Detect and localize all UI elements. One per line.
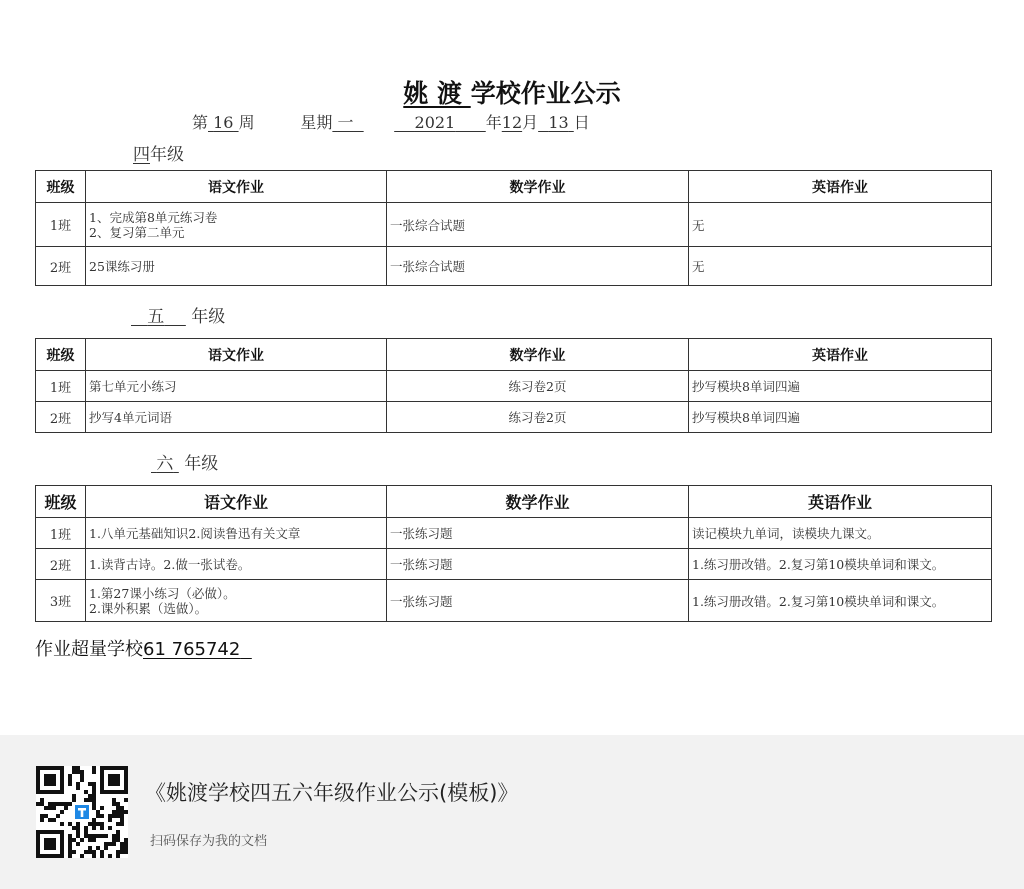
grade-label-6: 六 年级 — [156, 454, 219, 474]
grade-5-table — [35, 338, 992, 433]
header-chinese: 语文作业 — [86, 171, 387, 203]
week-prefix: 第 — [192, 113, 209, 132]
math-cell: 一张综合试题 — [387, 203, 689, 247]
header-math: 数学作业 — [387, 171, 689, 203]
table-header-row — [36, 486, 992, 518]
date-line — [192, 110, 590, 133]
month-value: 12 — [501, 113, 523, 132]
math-cell: 练习卷2页 — [387, 371, 689, 402]
math-cell: 练习卷2页 — [387, 402, 689, 433]
class-cell: 2班 — [36, 402, 86, 433]
document-title-link[interactable]: 《姚渡学校四五六年级作业公示(模板)》 — [145, 781, 519, 805]
english-cell: 1.练习册改错。2.复习第10模块单词和课文。 — [689, 580, 992, 622]
class-cell: 2班 — [36, 247, 86, 286]
week-number: 16 — [213, 113, 234, 132]
header-english: 英语作业 — [689, 339, 992, 371]
scan-to-save-text: 扫码保存为我的文档 — [150, 834, 268, 849]
chinese-cell: 第七单元小练习 — [86, 371, 387, 402]
grade-6-table — [35, 485, 992, 622]
year-value: 2021 — [414, 113, 456, 132]
class-cell: 3班 — [36, 580, 86, 622]
math-cell: 一张练习题 — [387, 580, 689, 622]
chinese-cell: 1.第27课小练习（必做）。 2.课外积累（选做）。 — [86, 580, 387, 622]
english-cell: 无 — [689, 203, 992, 247]
weekday-value: 一 — [337, 113, 354, 132]
table-row — [36, 518, 992, 549]
class-cell: 1班 — [36, 518, 86, 549]
table-row — [36, 247, 992, 286]
class-cell: 2班 — [36, 549, 86, 580]
table-row — [36, 402, 992, 433]
day-suffix: 日 — [573, 113, 590, 132]
chinese-cell: 1.读背古诗。2.做一张试卷。 — [86, 549, 387, 580]
grade-4-table — [35, 170, 992, 286]
grade-label-5: 五 年级 — [147, 307, 226, 327]
year-suffix: 年 — [485, 113, 502, 132]
english-cell: 读记模块九单词，读模块九课文。 — [689, 518, 992, 549]
chinese-cell: 1.八单元基础知识2.阅读鲁迅有关文章 — [86, 518, 387, 549]
class-cell: 1班 — [36, 371, 86, 402]
table-row — [36, 580, 992, 622]
day-value: 13 — [548, 113, 569, 132]
hotline-number: 61 765742 — [143, 639, 241, 660]
header-math: 数学作业 — [387, 486, 689, 518]
title-rest: 学校作业公示 — [470, 79, 621, 108]
english-cell: 抄写模块8单词四遍 — [689, 371, 992, 402]
header-chinese: 语文作业 — [86, 339, 387, 371]
table-row — [36, 371, 992, 402]
math-cell: 一张综合试题 — [387, 247, 689, 286]
english-cell: 抄写模块8单词四遍 — [689, 402, 992, 433]
table-header-row — [36, 339, 992, 371]
header-math: 数学作业 — [387, 339, 689, 371]
grade-label-4: 四年级 — [133, 145, 184, 165]
table-row — [36, 203, 992, 247]
page-title — [0, 74, 1024, 110]
math-cell: 一张练习题 — [387, 549, 689, 580]
title-school-name: 姚 渡 — [403, 79, 471, 108]
table-header-row — [36, 171, 992, 203]
chinese-cell: 1、完成第8单元练习卷 2、复习第二单元 — [86, 203, 387, 247]
overload-hotline-note: 作业超量学校61 765742 — [35, 635, 252, 661]
header-class: 班级 — [36, 339, 86, 371]
qr-code-icon[interactable] — [36, 766, 128, 858]
table-row — [36, 549, 992, 580]
math-cell: 一张练习题 — [387, 518, 689, 549]
save-banner — [0, 735, 1024, 889]
header-class: 班级 — [36, 486, 86, 518]
qr-code-graphic — [36, 766, 128, 858]
weekday-prefix: 星期 — [300, 113, 333, 132]
header-english: 英语作业 — [689, 171, 992, 203]
header-english: 英语作业 — [689, 486, 992, 518]
chinese-cell: 25课练习册 — [86, 247, 387, 286]
header-chinese: 语文作业 — [86, 486, 387, 518]
english-cell: 1.练习册改错。2.复习第10模块单词和课文。 — [689, 549, 992, 580]
month-suffix: 月 — [522, 113, 539, 132]
header-class: 班级 — [36, 171, 86, 203]
class-cell: 1班 — [36, 203, 86, 247]
week-suffix: 周 — [238, 113, 255, 132]
chinese-cell: 抄写4单元词语 — [86, 402, 387, 433]
english-cell: 无 — [689, 247, 992, 286]
